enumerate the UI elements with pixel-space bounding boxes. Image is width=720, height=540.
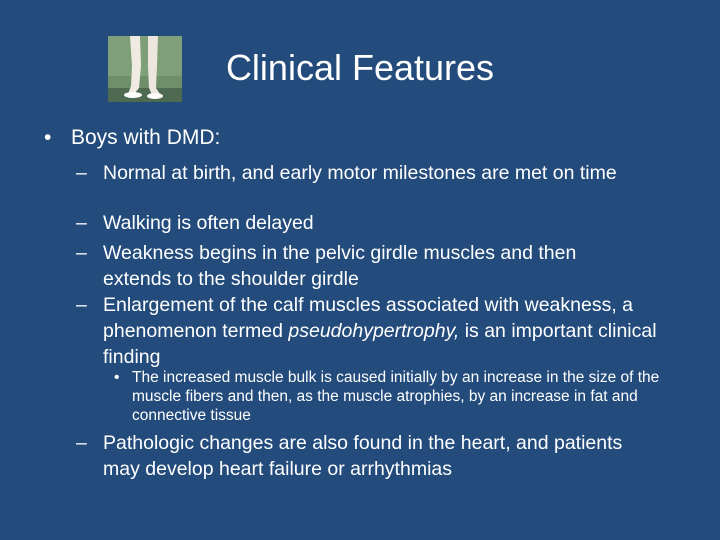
subitem-text-part: Enlargement of the calf muscles associated with weakness, a phenomenon termed (103, 294, 634, 342)
subitem-text: Weakness begins in the pelvic girdle muscles and then extends to the shoulder girdle (103, 242, 577, 290)
nested-bullet-text: The increased muscle bulk is caused initially by an increase in the size of the muscle fibers and then, as the muscle atrophies, by an increase in fat and connective tissue (132, 369, 660, 424)
dash-icon: – (76, 294, 87, 316)
subitem (76, 240, 696, 292)
dash-icon: – (76, 212, 87, 234)
subitem-text: Pathologic changes are also found in the heart, and patients may develop heart failure or arrhythmias (103, 432, 623, 480)
slide-title: Clinical Features (225, 47, 495, 88)
nested-bullet-item (114, 368, 674, 425)
bullet-item (44, 124, 220, 152)
subitem (76, 292, 696, 370)
subitem (76, 430, 696, 482)
legs-photo-icon (108, 36, 182, 102)
subitem-italic-term: pseudohypertrophy, (288, 320, 460, 342)
dash-icon: – (76, 242, 87, 264)
bullet-icon: • (114, 369, 120, 386)
subitem-text-part: is an important clinical finding (103, 320, 657, 368)
bullet-icon: • (44, 126, 52, 149)
subitem-text (103, 292, 693, 370)
dash-icon: – (76, 432, 87, 454)
bullet-text: Boys with DMD: (71, 126, 221, 149)
subitem (76, 210, 696, 236)
subitem (76, 160, 696, 186)
legs-photo-graphic (108, 36, 182, 102)
subitem-text: Walking is often delayed (103, 212, 314, 234)
subitem-text: Normal at birth, and early motor milestones are met on time (103, 162, 617, 184)
dash-icon: – (76, 162, 87, 184)
